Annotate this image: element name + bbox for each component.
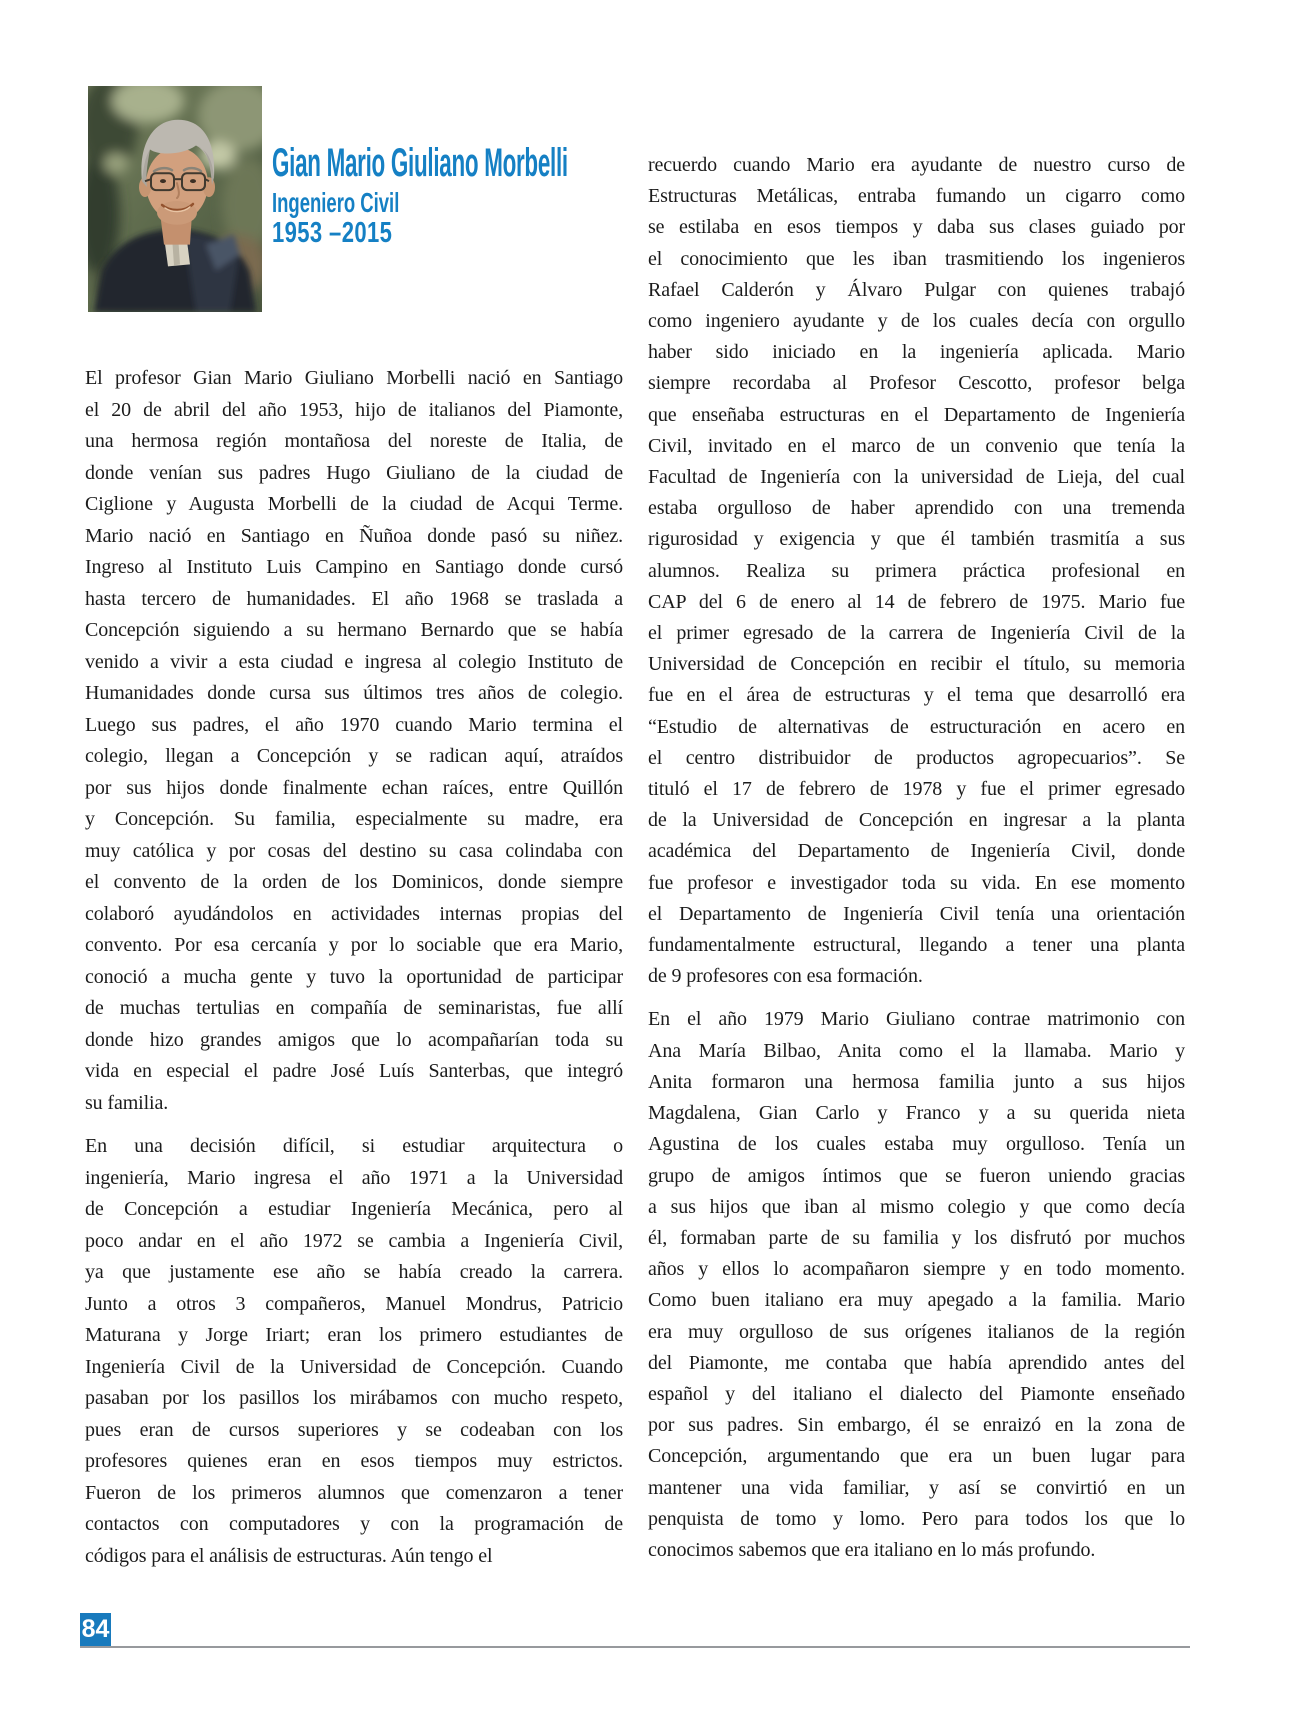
text-line: pasaban por los pasillos los mirábamos con mucho respeto, xyxy=(85,1387,623,1409)
text-line: En una decisión difícil, si estudiar arquitectura o xyxy=(85,1135,623,1157)
paragraph xyxy=(648,1004,1185,1566)
text-line: como ingeniero ayudante y de los cuales decía con orgullo xyxy=(648,310,1185,333)
text-line: fundamentalmente estructural, llegando a tener una planta xyxy=(648,934,1185,957)
text-line: del Piamonte, me contaba que había aprendido antes del xyxy=(648,1351,1185,1374)
text-line: colegio, llegan a Concepción y se radican aquí, atraídos xyxy=(85,745,623,767)
text-line: y Concepción. Su familia, especialmente su madre, era xyxy=(85,808,623,830)
text-line: muy católica y por cosas del destino su casa colindaba con xyxy=(85,839,623,862)
text-line: recuerdo cuando Mario era ayudante de nuestro curso de xyxy=(648,154,1185,176)
text-line: Anita formaron una hermosa familia junto a sus hijos xyxy=(648,1070,1185,1093)
text-line: Fueron de los primeros alumnos que comenzaron a tener xyxy=(85,1481,623,1504)
text-line: ingeniería, Mario ingresa el año 1971 a la Universidad xyxy=(85,1166,623,1189)
text-line: donde hizo grandes amigos que lo acompañarían toda su xyxy=(85,1028,623,1051)
profession-subtitle: Ingeniero Civil xyxy=(272,187,400,218)
text-line: convento. Por esa cercanía y por lo sociable que era Mario, xyxy=(85,934,623,956)
text-line: de Concepción a estudiar Ingeniería Mecánica, pero al xyxy=(85,1198,623,1220)
text-line: conocimos sabemos que era italiano en lo más profundo. xyxy=(648,1538,1096,1561)
text-line: Ana María Bilbao, Anita como el la llamaba. Mario y xyxy=(648,1039,1185,1062)
text-line: profesores quienes eran en esos tiempos muy estrictos. xyxy=(85,1450,623,1472)
text-line: Universidad de Concepción en recibir el título, su memoria xyxy=(648,653,1185,676)
text-line: Mario nació en Santiago en Ñuñoa donde pasó su niñez. xyxy=(85,524,623,547)
page-number-badge: 84 xyxy=(80,1613,111,1646)
text-line: tituló el 17 de febrero de 1978 y fue el primer egresado xyxy=(648,778,1185,801)
text-line: El profesor Gian Mario Giuliano Morbelli nació en Santiago xyxy=(85,367,623,389)
person-name-title: Gian Mario Giuliano Morbelli xyxy=(272,141,568,185)
text-line: su familia. xyxy=(85,1091,169,1114)
life-years: 1953 –2015 xyxy=(272,217,393,249)
text-line: venido a vivir a esta ciudad e ingresa al colegio Instituto de xyxy=(85,650,623,673)
text-line: el centro distribuidor de productos agropecuarios”. Se xyxy=(648,746,1185,769)
text-line: rigurosidad y exigencia y que él también trasmitía a sus xyxy=(648,528,1185,551)
text-line: Ingeniería Civil de la Universidad de Concepción. Cuando xyxy=(85,1355,623,1378)
text-line: Humanidades donde cursa sus últimos tres años de colegio. xyxy=(85,682,623,704)
text-line: En el año 1979 Mario Giuliano contrae matrimonio con xyxy=(648,1008,1185,1031)
text-line: el conocimiento que les iban trasmitiendo los ingenieros xyxy=(648,247,1185,270)
text-line: años y ellos lo acompañaron siempre y en todo momento. xyxy=(648,1258,1185,1281)
text-line: de muchas tertulias en compañía de seminaristas, fue allí xyxy=(85,997,623,1019)
text-line: Civil, invitado en el marco de un convenio que tenía la xyxy=(648,434,1185,457)
text-line: fue profesor e investigador toda su vida. En ese momento xyxy=(648,871,1185,894)
text-line: era muy orgulloso de sus orígenes italianos de la región xyxy=(648,1320,1185,1343)
text-line: el primer egresado de la carrera de Ingeniería Civil de la xyxy=(648,622,1185,645)
text-line: el 20 de abril del año 1953, hijo de italianos del Piamonte, xyxy=(85,398,623,421)
text-line: a sus hijos que iban al mismo colegio y que como decía xyxy=(648,1195,1185,1218)
text-line: por sus hijos donde finalmente echan raíces, entre Quillón xyxy=(85,776,623,799)
paragraph xyxy=(85,1131,623,1572)
text-line: contactos con computadores y con la programación de xyxy=(85,1513,623,1535)
text-line: que enseñaba estructuras en el Departamento de Ingeniería xyxy=(648,403,1185,426)
text-line: Facultad de Ingeniería con la universidad de Lieja, del cual xyxy=(648,466,1185,489)
text-line: vida en especial el padre José Luís Santerbas, que integró xyxy=(85,1060,623,1082)
text-line: donde venían sus padres Hugo Giuliano de la ciudad de xyxy=(85,461,623,484)
text-line: Maturana y Jorge Iriart; eran los primero estudiantes de xyxy=(85,1324,623,1346)
text-line: Como buen italiano era muy apegado a la familia. Mario xyxy=(648,1289,1185,1312)
text-line: una hermosa región montañosa del noreste de Italia, de xyxy=(85,430,623,452)
text-line: Concepción siguiendo a su hermano Bernardo que se había xyxy=(85,619,623,641)
text-line: Concepción, argumentando que era un buen lugar para xyxy=(648,1445,1185,1468)
text-line: códigos para el análisis de estructuras. Aún tengo el xyxy=(85,1544,493,1567)
text-line: estaba orgulloso de haber aprendido con una tremenda xyxy=(648,497,1185,520)
text-line: grupo de amigos íntimos que se fueron uniendo gracias xyxy=(648,1164,1185,1187)
text-line: siempre recordaba al Profesor Cescotto, profesor belga xyxy=(648,372,1185,395)
text-line: español y del italiano el dialecto del Piamonte enseñado xyxy=(648,1382,1185,1405)
text-line: Magdalena, Gian Carlo y Franco y a su querida nieta xyxy=(648,1102,1185,1125)
footer-rule xyxy=(80,1646,1190,1648)
text-line: de la Universidad de Concepción en ingresar a la planta xyxy=(648,809,1185,832)
text-line: Ciglione y Augusta Morbelli de la ciudad de Acqui Terme. xyxy=(85,493,623,515)
text-line: académica del Departamento de Ingeniería Civil, donde xyxy=(648,840,1185,863)
text-line: hasta tercero de humanidades. El año 1968 se traslada a xyxy=(85,587,623,610)
paragraph xyxy=(85,363,623,1119)
text-line: CAP del 6 de enero al 14 de febrero de 1975. Mario fue xyxy=(648,590,1185,613)
paragraph xyxy=(648,150,1185,992)
text-line: “Estudio de alternativas de estructuración en acero en xyxy=(648,715,1185,738)
portrait-photo xyxy=(88,86,262,312)
text-line: Luego sus padres, el año 1970 cuando Mario termina el xyxy=(85,713,623,736)
text-line: de 9 profesores con esa formación. xyxy=(648,965,923,988)
text-line: fue en el área de estructuras y el tema que desarrolló era xyxy=(648,684,1185,707)
text-line: él, formaban parte de su familia y los disfrutó por muchos xyxy=(648,1226,1185,1249)
text-line: Agustina de los cuales estaba muy orgulloso. Tenía un xyxy=(648,1133,1185,1156)
text-line: ya que justamente ese año se había creado la carrera. xyxy=(85,1261,623,1283)
text-line: mantener una vida familiar, y así se convirtió en un xyxy=(648,1476,1185,1499)
text-line: el convento de la orden de los Dominicos, donde siempre xyxy=(85,871,623,893)
text-line: Junto a otros 3 compañeros, Manuel Mondrus, Patricio xyxy=(85,1292,623,1315)
text-line: Rafael Calderón y Álvaro Pulgar con quienes trabajó xyxy=(648,278,1185,301)
text-line: Estructuras Metálicas, entraba fumando un cigarro como xyxy=(648,185,1185,208)
text-line: alumnos. Realiza su primera práctica profesional en xyxy=(648,559,1185,582)
text-line: colaboró ayudándolos en actividades internas propias del xyxy=(85,902,623,925)
text-line: poco andar en el año 1972 se cambia a Ingeniería Civil, xyxy=(85,1229,623,1252)
left-column xyxy=(85,363,623,1572)
text-line: penquista de tomo y lomo. Pero para todos los que lo xyxy=(648,1507,1185,1530)
portrait-illustration xyxy=(88,86,262,312)
right-column xyxy=(648,150,1185,1566)
text-line: por sus padres. Sin embargo, él se enraizó en la zona de xyxy=(648,1414,1185,1437)
text-line: el Departamento de Ingeniería Civil tenía una orientación xyxy=(648,902,1185,925)
text-line: pues eran de cursos superiores y se codeaban con los xyxy=(85,1418,623,1441)
text-line: Ingreso al Instituto Luis Campino en Santiago donde cursó xyxy=(85,556,623,578)
text-line: haber sido iniciado en la ingeniería aplicada. Mario xyxy=(648,341,1185,364)
text-line: se estilaba en esos tiempos y daba sus clases guiado por xyxy=(648,216,1185,239)
text-line: conoció a mucha gente y tuvo la oportunidad de participar xyxy=(85,965,623,988)
